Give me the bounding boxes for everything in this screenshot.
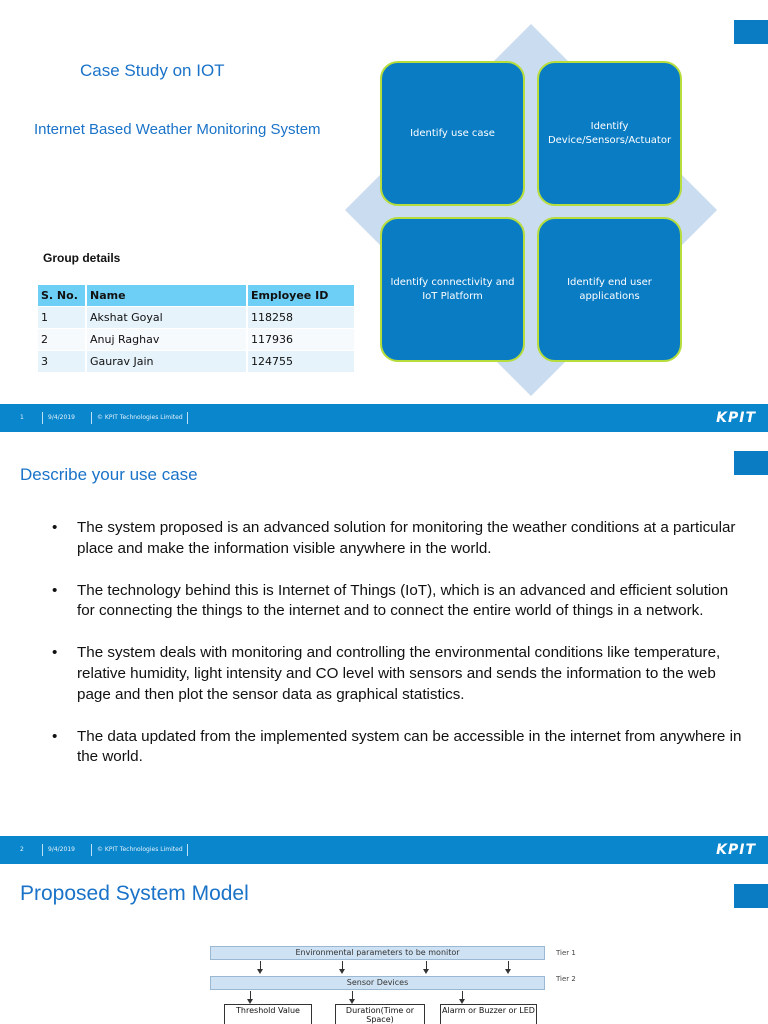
arrow-down-icon <box>250 991 251 1001</box>
group-table <box>38 285 356 372</box>
table-cell: 2 <box>38 328 86 350</box>
table-cell: Akshat Goyal <box>86 306 247 328</box>
table-cell: 3 <box>38 350 86 372</box>
slide-footer <box>0 404 768 432</box>
table-cell: 1 <box>38 306 86 328</box>
quad-connectivity: Identify connectivity and IoT Platform <box>380 217 525 362</box>
bullet-glyph: • <box>52 644 58 662</box>
alarm-box: Alarm or Buzzer or LED <box>440 1004 537 1024</box>
system-model-diagram <box>200 942 600 1024</box>
tier1-label: Tier 1 <box>556 949 576 957</box>
footer-date: 9/4/2019 <box>48 414 75 421</box>
table-cell: 124755 <box>247 350 355 372</box>
footer-separator <box>42 412 43 424</box>
table-cell: 118258 <box>247 306 355 328</box>
list-item <box>50 581 750 623</box>
footer-page: 1 <box>20 414 24 421</box>
footer-separator <box>187 844 188 856</box>
table-header-row <box>38 285 355 306</box>
footer-separator <box>91 412 92 424</box>
corner-tab <box>734 451 768 475</box>
bullet-text: The system deals with monitoring and controlling the environmental conditions like temperature, relative humidity, light intensity and CO level with sensors and sends the information to the web page and then plot the sensor data as graphical statistics. <box>77 644 721 703</box>
bullet-text: The technology behind this is Internet of Things (IoT), which is an advanced and efficient solution for connecting the things to the internet and to connect the entire world of things in a network. <box>77 581 729 620</box>
tier1-bar: Environmental parameters to be monitor <box>210 946 545 960</box>
slide-title: Case Study on IOT <box>80 61 225 80</box>
slide-1 <box>0 0 768 432</box>
table-cell: Anuj Raghav <box>86 328 247 350</box>
list-item <box>50 518 750 560</box>
table-header-name: Name <box>86 285 247 306</box>
slide-title: Describe your use case <box>20 465 198 484</box>
table-cell: 117936 <box>247 328 355 350</box>
bullet-text: The system proposed is an advanced solution for monitoring the weather conditions at a particular place and make the information visible anywhere in the world. <box>77 519 736 557</box>
footer-copyright: © KPIT Technologies Limited <box>97 846 183 853</box>
table-row <box>38 306 355 328</box>
table-header-sno: S. No. <box>38 285 86 306</box>
footer-copyright: © KPIT Technologies Limited <box>97 414 183 421</box>
slide-subtitle: Internet Based Weather Monitoring System <box>34 121 321 138</box>
arrow-down-icon <box>342 961 343 971</box>
arrow-down-icon <box>352 991 353 1001</box>
quad-devices: Identify Device/Sensors/Actuator <box>537 61 682 206</box>
kpit-logo: KPIT <box>716 410 756 426</box>
corner-tab <box>734 20 768 44</box>
arrow-down-icon <box>260 961 261 971</box>
arrow-down-icon <box>426 961 427 971</box>
footer-page: 2 <box>20 846 24 853</box>
tier2-label: Tier 2 <box>556 975 576 983</box>
arrow-down-icon <box>462 991 463 1001</box>
bullet-text: The data updated from the implemented system can be accessible in the internet from anywhere in the world. <box>77 727 742 766</box>
quad-use-case: Identify use case <box>380 61 525 206</box>
table-row <box>38 350 355 372</box>
corner-tab <box>734 884 768 908</box>
footer-date: 9/4/2019 <box>48 846 75 853</box>
arrow-down-icon <box>508 961 509 971</box>
duration-box: Duration(Time or Space) <box>335 1004 425 1024</box>
slide-title: Proposed System Model <box>20 882 249 905</box>
group-details-label: Group details <box>43 251 121 265</box>
bullet-glyph: • <box>52 581 58 599</box>
table-header-empid: Employee ID <box>247 285 355 306</box>
slide-footer <box>0 836 768 864</box>
tier2-bar: Sensor Devices <box>210 976 545 990</box>
table-row <box>38 328 355 350</box>
footer-separator <box>187 412 188 424</box>
footer-separator <box>91 844 92 856</box>
bullet-glyph: • <box>52 727 58 745</box>
list-item <box>50 727 750 769</box>
footer-separator <box>42 844 43 856</box>
threshold-box: Threshold Value <box>224 1004 312 1024</box>
slide-3 <box>0 864 768 1024</box>
bullet-glyph: • <box>52 519 58 536</box>
kpit-logo: KPIT <box>716 842 756 858</box>
table-cell: Gaurav Jain <box>86 350 247 372</box>
slide-2 <box>0 432 768 864</box>
bullet-list <box>50 518 750 789</box>
list-item <box>50 643 750 705</box>
quad-end-user: Identify end user applications <box>537 217 682 362</box>
